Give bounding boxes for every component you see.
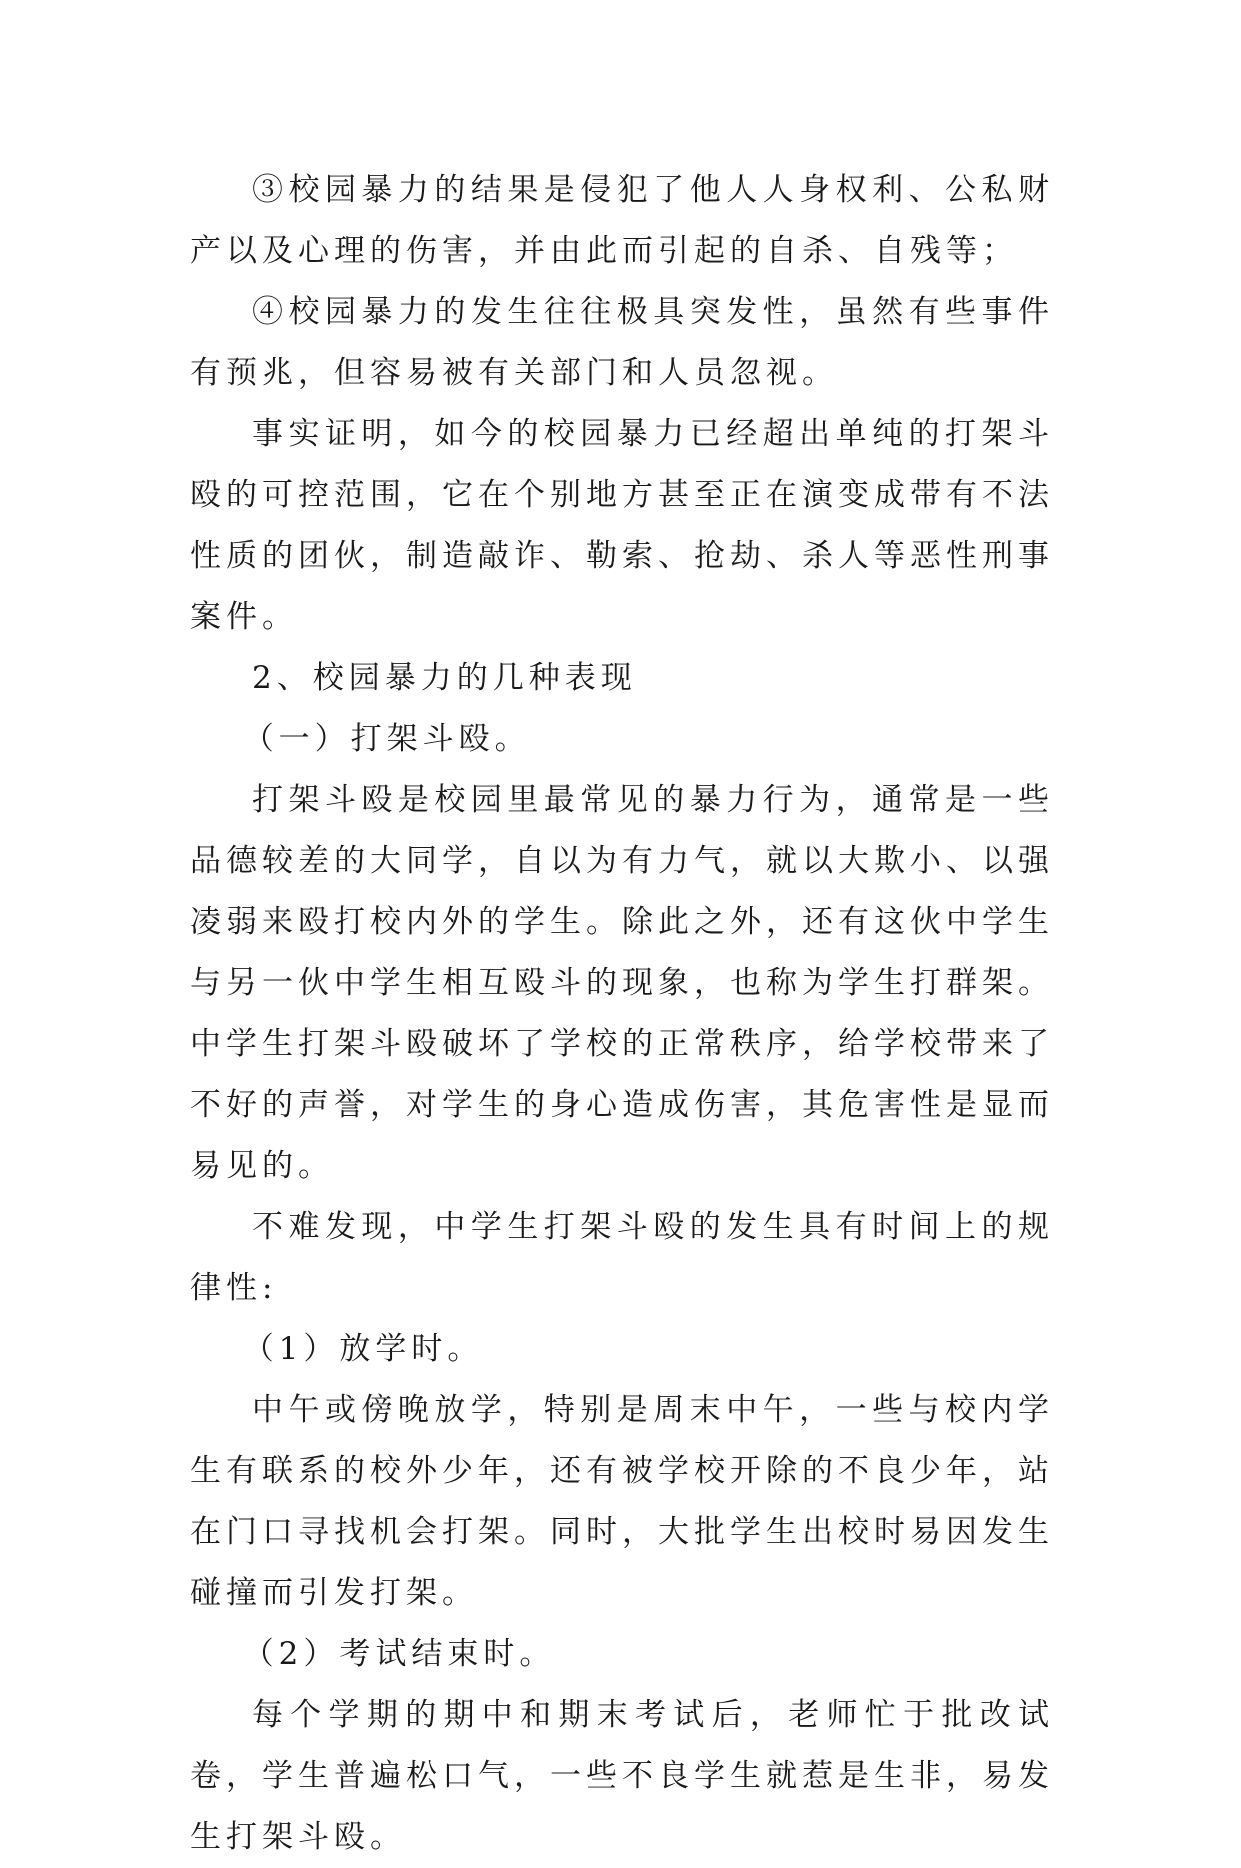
subheading-fighting: （一）打架斗殴。 xyxy=(242,721,531,757)
paragraph-after-exams: 每个学期的期中和期末考试后，老师忙于批改试卷，学生普遍松口气，一些不良学生就惹是生非，易发生打架斗殴。 xyxy=(190,1697,1054,1855)
document-body xyxy=(190,160,1054,1868)
paragraph-facts-prove: 事实证明，如今的校园暴力已经超出单纯的打架斗殴的可控范围，它在个别地方甚至正在演变成带有不法性质的团伙，制造敲诈、勒索、抢劫、杀人等恶性刑事案件。 xyxy=(190,416,1054,635)
paragraph-after-school: 中午或傍晚放学，特别是周末中午，一些与校内学生有联系的校外少年，还有被学校开除的不良少年，站在门口寻找机会打架。同时，大批学生出校时易因发生碰撞而引发打架。 xyxy=(190,1392,1054,1611)
subheading-after-school: （1）放学时。 xyxy=(242,1331,484,1367)
paragraph-violence-suddenness: ④校园暴力的发生往往极具突发性，虽然有些事件有预兆，但容易被有关部门和人员忽视。 xyxy=(190,294,1054,391)
section-heading-manifestations: 2、校园暴力的几种表现 xyxy=(252,660,637,696)
paragraph-violence-result: ③校园暴力的结果是侵犯了他人人身权利、公私财产以及心理的伤害，并由此而引起的自杀、自残等； xyxy=(190,172,1054,269)
paragraph-time-pattern: 不难发现，中学生打架斗殴的发生具有时间上的规律性: xyxy=(190,1209,1054,1306)
paragraph-fighting-description: 打架斗殴是校园里最常见的暴力行为，通常是一些品德较差的大同学，自以为有力气，就以大欺小、以强凌弱来殴打校内外的学生。除此之外，还有这伙中学生与另一伙中学生相互殴斗的现象，也称为学生打群架。中学生打架斗殴破坏了学校的正常秩序，给学校带来了不好的声誉，对学生的身心造成伤害，其危害性是显而易见的。 xyxy=(190,782,1054,1184)
subheading-after-exams: （2）考试结束时。 xyxy=(242,1636,556,1672)
